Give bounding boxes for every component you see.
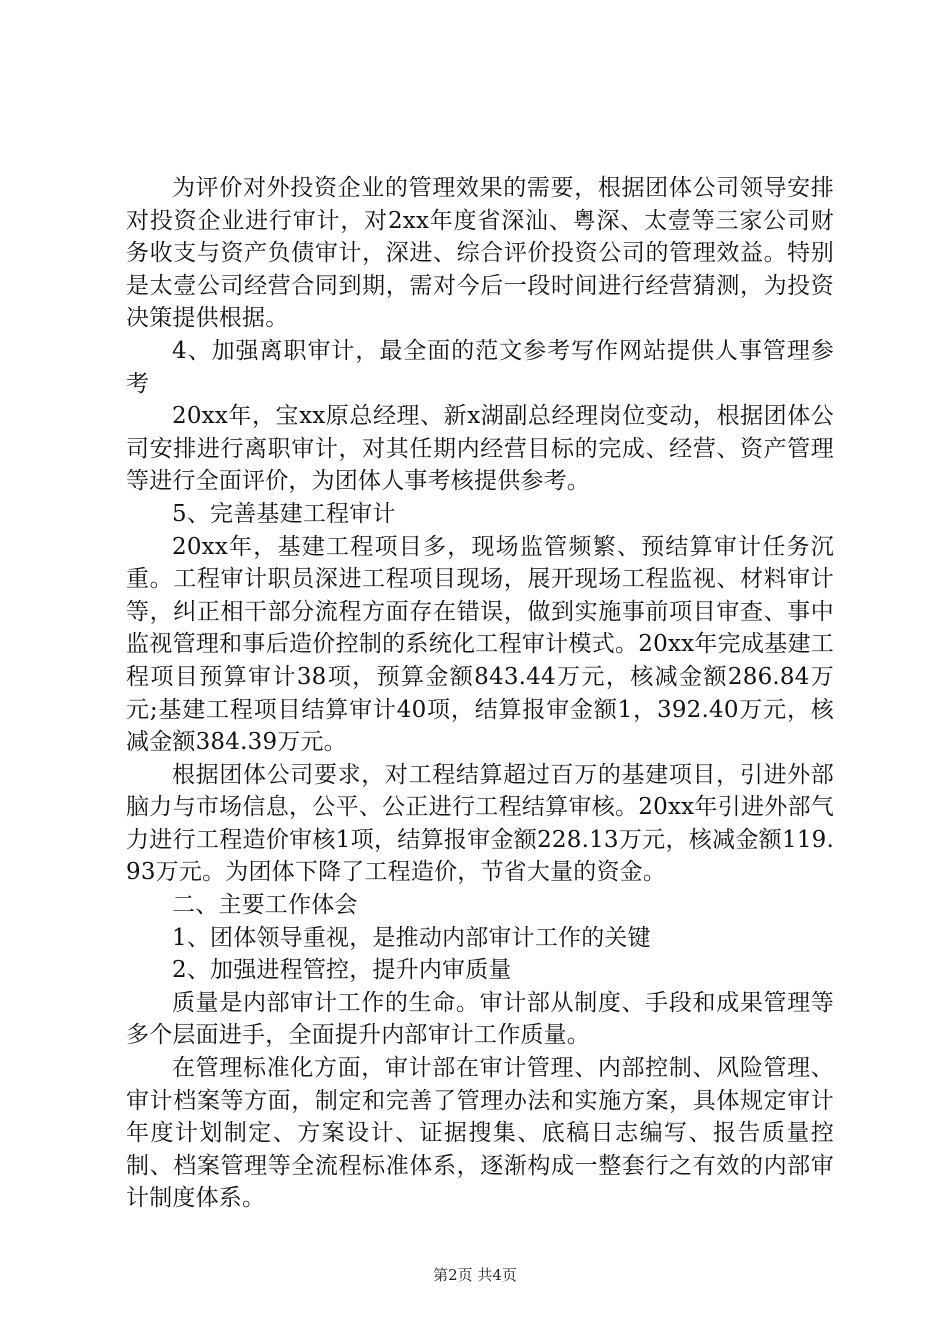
- paragraph-resignation-audit: 20xx年，宝xx原总经理、新x湖副总经理岗位变动，根据团体公司安排进行离职审计，对其任期内经营目标的完成、经营、资产管理等进行全面评价，为团体人事考核提供参考。: [126, 403, 834, 495]
- page-footer: [0, 1264, 950, 1285]
- paragraph-external-review: 根据团体公司要求，对工程结算超过百万的基建项目，引进外部脑力与市场信息，公平、公正进行工程结算审核。20xx年引进外部气力进行工程造价审核1项，结算报审金额228.13万元，核减金额119.93万元。为团体下降了工程造价，节省大量的资金。: [126, 761, 834, 886]
- paragraph-construction-audit: 20xx年，基建工程项目多，现场监管频繁、预结算审计任务沉重。工程审计职员深进工程项目现场，展开现场工程监视、材料审计等，纠正相干部分流程方面存在错误，做到实施事前项目审查、事中监视管理和事后造价控制的系统化工程审计模式。20xx年完成基建工程项目预算审计38项，预算金额843.44万元，核减金额286.84万元;基建工程项目结算审计40项，结算报审金额1，392.40万元，核减金额384.39万元。: [126, 533, 834, 756]
- document-body: [126, 172, 834, 1215]
- heading-construction-audit: 5、完善基建工程审计: [172, 500, 396, 527]
- paragraph-quality: 质量是内部审计工作的生命。审计部从制度、手段和成果管理等多个层面进手，全面提升内部审计工作质量。: [126, 989, 834, 1049]
- page-number: 第2页 共4页: [433, 1266, 517, 1284]
- heading-work-experience: 二、主要工作体会: [172, 892, 358, 919]
- paragraph-standardization: 在管理标准化方面，审计部在审计管理、内部控制、风险管理、审计档案等方面，制定和完善了管理办法和实施方案，具体规定审计年度计划制定、方案设计、证据搜集、底稿日志编写、报告质量控制、档案管理等全流程标准体系，逐渐构成一整套行之有效的内部审计制度体系。: [126, 1055, 834, 1212]
- heading-leadership: 1、团体领导重视，是推动内部审计工作的关键: [172, 924, 651, 951]
- heading-process-control: 2、加强进程管控，提升内审质量: [172, 957, 512, 984]
- paragraph-investment-audit: 为评价对外投资企业的管理效果的需要，根据团体公司领导安排对投资企业进行审计，对2xx年度省深汕、粤深、太壹等三家公司财务收支与资产负债审计，深进、综合评价投资公司的管理效益。特别是太壹公司经营合同到期，需对今后一段时间进行经营猜测，为投资决策提供根据。: [126, 175, 834, 332]
- heading-resignation-audit: 4、加强离职审计，最全面的范文参考写作网站提供人事管理参考: [126, 337, 834, 397]
